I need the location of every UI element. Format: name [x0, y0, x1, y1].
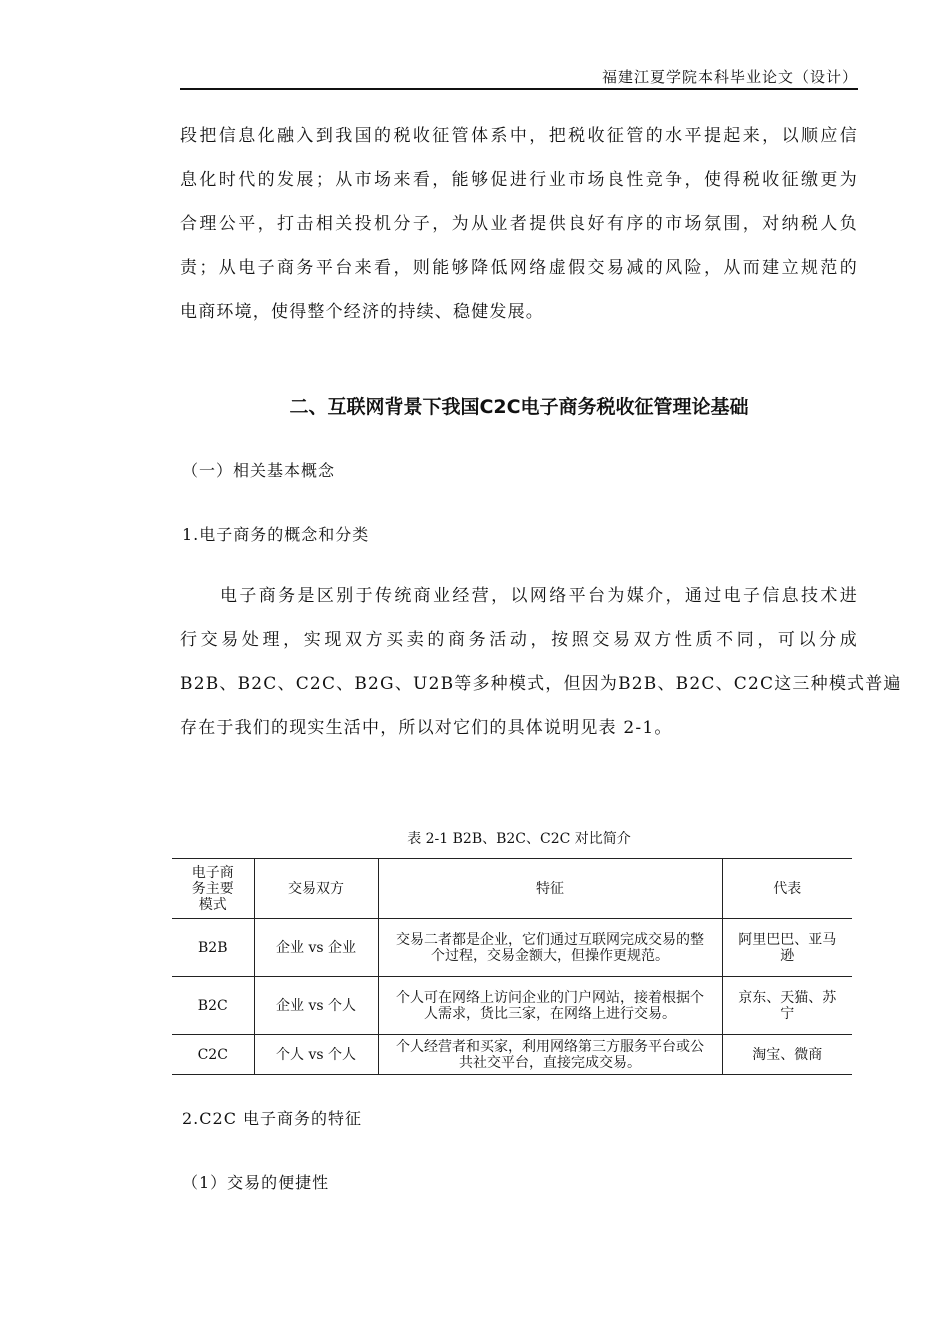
- list-item-heading: （1）交易的便捷性: [182, 1173, 330, 1192]
- section-heading: 二、互联网背景下我国C2C电子商务税收征管理论基础: [289, 396, 749, 418]
- header-rule: [180, 88, 858, 90]
- paragraph-line: 段把信息化融入到我国的税收征管体系中，把税收征管的水平提起来，以顺应信: [180, 126, 858, 146]
- table-cell: 淘宝、微商: [722, 1035, 852, 1075]
- paragraph-line: 息化时代的发展；从市场来看，能够促进行业市场良性竞争，使得税收征缴更为: [180, 170, 858, 190]
- page-header: 福建江夏学院本科毕业论文（设计）: [601, 68, 858, 86]
- subsubsection-heading: 1.电子商务的概念和分类: [182, 525, 370, 544]
- table-cell: 个人经营者和买家，利用网络第三方服务平台或公共社交平台，直接完成交易。: [378, 1035, 722, 1075]
- intro-paragraph: [180, 114, 858, 334]
- paragraph-line: 责；从电子商务平台来看，则能够降低网络虚假交易减的风险，从而建立规范的: [180, 258, 858, 278]
- table-caption: 表 2-1 B2B、B2C、C2C 对比简介: [407, 831, 631, 847]
- paragraph-line: 行交易处理，实现双方买卖的商务活动，按照交易双方性质不同，可以分成: [180, 630, 858, 650]
- concept-paragraph: [180, 574, 902, 750]
- table-header-cell: 代表: [722, 859, 852, 919]
- subsubsection-heading: 2.C2C 电子商务的特征: [182, 1109, 363, 1128]
- subsection-heading: （一）相关基本概念: [182, 461, 336, 480]
- table-row: [172, 919, 852, 977]
- table-cell: C2C: [172, 1035, 254, 1075]
- table-row: [172, 977, 852, 1035]
- table-row: [172, 1035, 852, 1075]
- table-cell: 交易二者都是企业，它们通过互联网完成交易的整个过程，交易金额大，但操作更规范。: [378, 919, 722, 977]
- table-header-row: [172, 859, 852, 919]
- table-cell: 阿里巴巴、亚马逊: [722, 919, 852, 977]
- table-cell: 京东、天猫、苏宁: [722, 977, 852, 1035]
- table-cell: 个人可在网络上访问企业的门户网站，接着根据个人需求，货比三家，在网络上进行交易。: [378, 977, 722, 1035]
- table-cell: 企业 vs 企业: [254, 919, 378, 977]
- paragraph-line: 电子商务是区别于传统商业经营，以网络平台为媒介，通过电子信息技术进: [220, 586, 858, 606]
- table-cell: 企业 vs 个人: [254, 977, 378, 1035]
- paragraph-line: 电商环境，使得整个经济的持续、稳健发展。: [180, 302, 544, 322]
- paragraph-line: 合理公平，打击相关投机分子，为从业者提供良好有序的市场氛围，对纳税人负: [180, 214, 858, 234]
- paragraph-line: B2B、B2C、C2C、B2G、U2B等多种模式，但因为B2B、B2C、C2C这三种模式普遍: [180, 674, 902, 694]
- table-header-cell: 特征: [378, 859, 722, 919]
- table-cell: B2C: [172, 977, 254, 1035]
- table-cell: 个人 vs 个人: [254, 1035, 378, 1075]
- paragraph-line: 存在于我们的现实生活中，所以对它们的具体说明见表 2-1。: [180, 718, 673, 738]
- comparison-table: [172, 858, 852, 1075]
- table-header-cell: 交易双方: [254, 859, 378, 919]
- table-cell: B2B: [172, 919, 254, 977]
- table-header-cell: 电子商务主要模式: [172, 859, 254, 919]
